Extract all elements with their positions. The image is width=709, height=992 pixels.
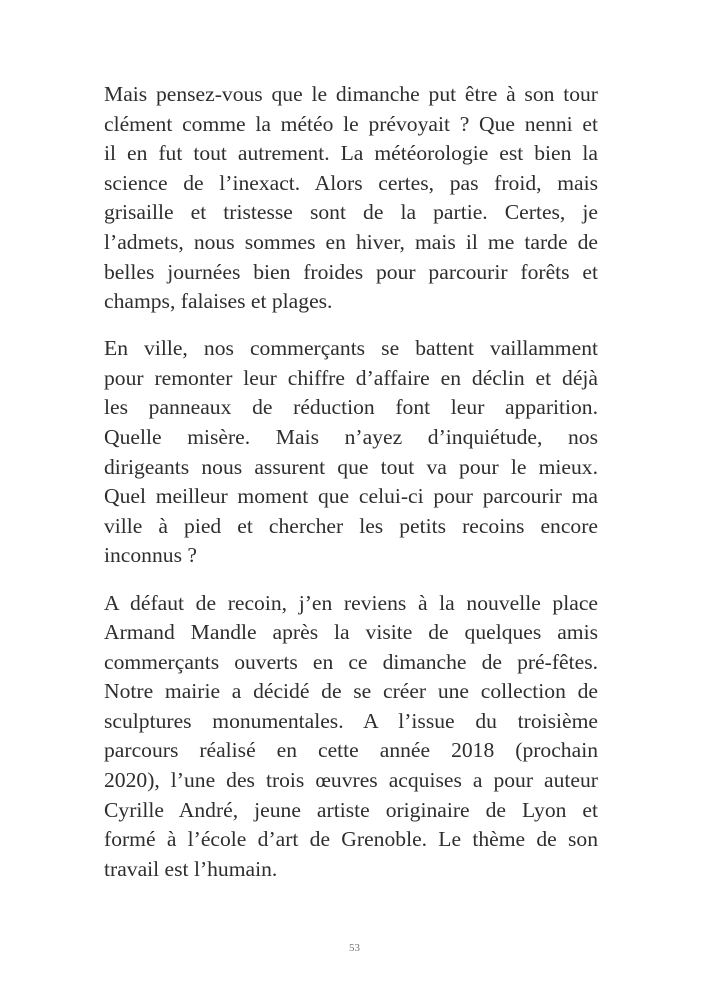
text-line: il en fut tout autrement. La météorologie est bien la (104, 141, 598, 166)
text-line: sculptures monumentales. A l’issue du troisième (104, 708, 598, 733)
text-line: les panneaux de réduction font leur apparition. (104, 395, 598, 420)
text-line: science de l’inexact. Alors certes, pas froid, mais (104, 170, 598, 195)
text-line: En ville, nos commerçants se battent vaillamment (104, 336, 598, 361)
text-line: Mais pensez-vous que le dimanche put être à son tour (104, 82, 598, 106)
text-line: parcours réalisé en cette année 2018 (prochain (104, 738, 598, 763)
paragraph (104, 589, 598, 885)
text-line: Quel meilleur moment que celui-ci pour parcourir ma (104, 484, 598, 509)
text-line: Quelle misère. Mais n’ayez d’inquiétude, nos (104, 425, 598, 450)
text-line: commerçants ouverts en ce dimanche de pré-fêtes. (104, 649, 598, 674)
paragraph (104, 80, 598, 317)
text-line: clément comme la météo le prévoyait ? Que nenni et (104, 111, 598, 136)
text-line: inconnus ? (104, 543, 197, 568)
text-line: grisaille et tristesse sont de la partie. Certes, je (104, 200, 598, 225)
text-line: belles journées bien froides pour parcourir forêts et (104, 259, 598, 284)
text-line: 2020), l’une des trois œuvres acquises a pour auteur (104, 768, 598, 793)
text-line: formé à l’école d’art de Grenoble. Le thème de son (104, 827, 598, 852)
text-line: dirigeants nous assurent que tout va pour le mieux. (104, 454, 598, 479)
text-line: champs, falaises et plages. (104, 289, 333, 314)
text-line: pour remonter leur chiffre d’affaire en déclin et déjà (104, 365, 598, 390)
text-line: l’admets, nous sommes en hiver, mais il me tarde de (104, 229, 598, 254)
page-number: 53 (349, 942, 360, 954)
text-line: ville à pied et chercher les petits recoins encore (104, 513, 598, 538)
text-line: Notre mairie a décidé de se créer une collection de (104, 679, 598, 704)
text-line: travail est l’humain. (104, 856, 278, 881)
page-body (104, 80, 598, 902)
text-line: Armand Mandle après la visite de quelques amis (104, 620, 598, 645)
paragraph (104, 334, 598, 571)
text-line: Cyrille André, jeune artiste originaire de Lyon et (104, 797, 598, 822)
text-line: A défaut de recoin, j’en reviens à la nouvelle place (104, 590, 598, 615)
